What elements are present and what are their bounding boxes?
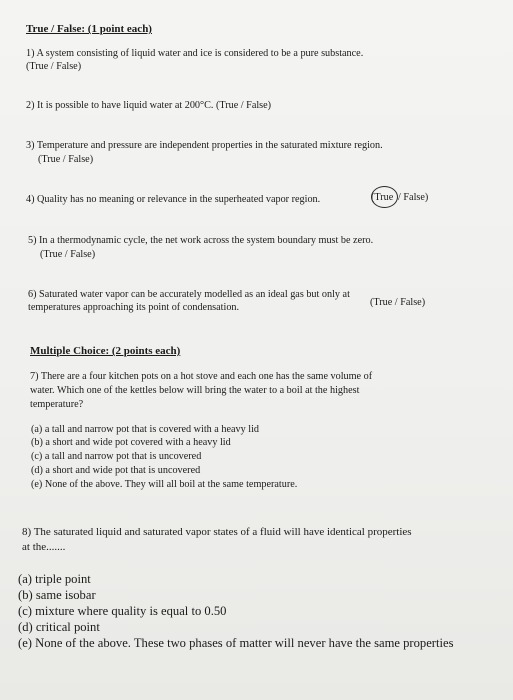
question-7-option-e: (e) None of the above. They will all boil at the same temperature.	[31, 479, 298, 490]
question-8-option-b: (b) same isobar	[18, 588, 96, 602]
question-8-option-e: (e) None of the above. These two phases of matter will never have the same properties	[18, 636, 454, 650]
question-5-text: 5) In a thermodynamic cycle, the net work across the system boundary must be zero.	[28, 235, 374, 246]
question-7-option-d: (d) a short and wide pot that is uncovered	[31, 465, 201, 476]
multiple-choice-header: Multiple Choice: (2 points each)	[30, 345, 181, 357]
question-7-text-line-1: 7) There are a four kitchen pots on a hot stove and each one has the same volume of	[30, 371, 373, 382]
question-6-choice: (True / False)	[370, 297, 426, 308]
question-7-option-b: (b) a short and wide pot covered with a heavy lid	[31, 437, 231, 448]
question-3-choice: (True / False)	[38, 154, 94, 165]
question-8-option-d: (d) critical point	[18, 620, 100, 634]
question-4-answer: (True	[371, 192, 394, 203]
question-4-text: 4) Quality has no meaning or relevance in the superheated vapor region.	[26, 194, 321, 205]
question-5-choice: (True / False)	[40, 249, 96, 260]
question-3-text: 3) Temperature and pressure are independent properties in the saturated mixture region.	[26, 140, 383, 151]
question-1-choice: (True / False)	[26, 61, 82, 72]
question-8-text-line-1: 8) The saturated liquid and saturated vapor states of a fluid will have identical properties	[22, 526, 412, 538]
question-8-text-line-2: at the.......	[22, 541, 66, 553]
question-1-text: 1) A system consisting of liquid water and ice is considered to be a pure substance.	[26, 48, 364, 59]
question-4-choice-rest: / False)	[398, 192, 429, 203]
question-2-text: 2) It is possible to have liquid water at 200°C. (True / False)	[26, 100, 272, 111]
true-false-header: True / False: (1 point each)	[26, 23, 152, 35]
question-8-option-a: (a) triple point	[18, 572, 91, 586]
question-6-text-line-1: 6) Saturated water vapor can be accurately modelled as an ideal gas but only at	[28, 289, 350, 300]
question-7-option-a: (a) a tall and narrow pot that is covered with a heavy lid	[31, 424, 260, 435]
question-6-text-line-2: temperatures approaching its point of condensation.	[28, 302, 240, 313]
question-7-option-c: (c) a tall and narrow pot that is uncovered	[31, 451, 202, 462]
question-7-text-line-2: water. Which one of the kettles below will bring the water to a boil at the highest	[30, 385, 360, 396]
answer-circle-mark	[371, 186, 398, 208]
question-8-option-c: (c) mixture where quality is equal to 0.50	[18, 604, 227, 618]
question-7-text-line-3: temperature?	[30, 399, 84, 410]
